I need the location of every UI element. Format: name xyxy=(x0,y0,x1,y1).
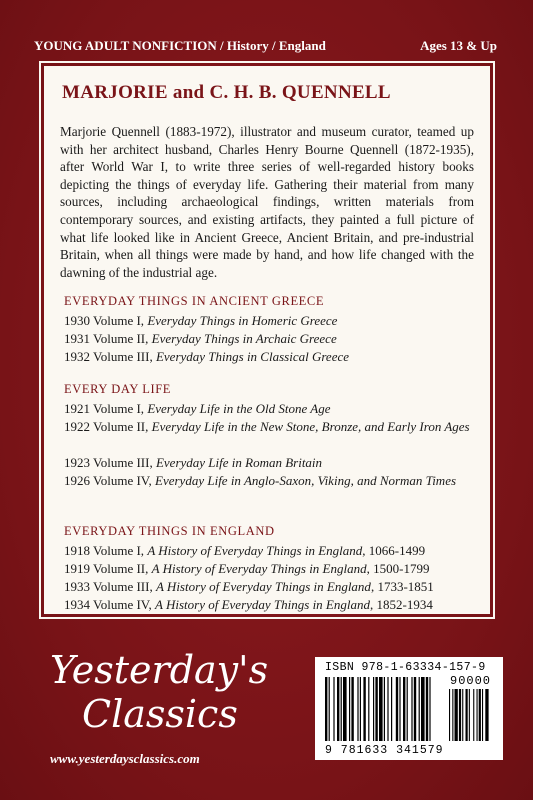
series-entry xyxy=(64,560,474,577)
entry-volume: 1922 Volume II, xyxy=(64,419,152,434)
entry-volume: 1930 Volume I, xyxy=(64,313,148,328)
barcode-bar xyxy=(396,677,398,741)
barcode-bar xyxy=(360,677,361,741)
entry-volume: 1921 Volume I, xyxy=(64,401,148,416)
barcode-bar xyxy=(337,677,339,741)
barcode-bar xyxy=(325,677,327,741)
barcode-bar xyxy=(384,677,385,741)
barcode-bar xyxy=(391,677,392,741)
barcode-bar xyxy=(379,677,383,741)
series-entry xyxy=(64,400,474,417)
entry-title: Everyday Life in the New Stone, Bronze, and Early Iron Ages xyxy=(151,419,470,434)
barcode-bar xyxy=(341,677,342,741)
barcode-bar xyxy=(387,677,388,741)
barcode-bar xyxy=(414,677,416,741)
barcode-bar xyxy=(466,689,468,741)
barcode-bar xyxy=(407,677,408,741)
author-biography: Marjorie Quennell (1883-1972), illustrator and museum curator, teamed up with her architect husband, Charles Henry Bourne Quennell (1872-1935), after World War I, to write three series of well-regarded history books depicting the things of everyday life. Gathering their material from many sources, including archaeological findings, written materials from contemporary sources, and existing artifacts, they painted a full picture of what life looked like in Ancient Greece, Ancient Britain, and pre-industrial Britain, when all things were made by hand, and how life changed with the dawning of the industrial age. xyxy=(60,124,474,280)
barcode-number: 9 781633 341579 xyxy=(325,744,444,757)
entry-years: , 1852-1934 xyxy=(369,597,433,612)
barcode-bar xyxy=(473,689,474,741)
description-panel xyxy=(44,66,490,614)
barcode-bar xyxy=(482,689,483,741)
entry-volume: 1931 Volume II, xyxy=(64,331,152,346)
logo-line-2: Classics xyxy=(82,692,238,736)
entry-years: , 1500-1799 xyxy=(366,561,430,576)
entry-years: , 1066-1499 xyxy=(362,543,426,558)
series-entry xyxy=(64,330,474,347)
entry-volume: 1934 Volume IV, xyxy=(64,597,156,612)
barcode-bar xyxy=(411,677,412,741)
entry-volume: 1918 Volume I, xyxy=(64,543,148,558)
entry-title: Everyday Life in Roman Britain xyxy=(155,455,323,470)
barcode-bar xyxy=(363,677,365,741)
series-entry xyxy=(64,454,474,471)
series-entry xyxy=(64,596,474,613)
series-heading-ancient-greece: EVERYDAY THINGS IN ANCIENT GREECE xyxy=(64,294,325,308)
entry-title: A History of Everyday Things in England xyxy=(155,597,370,612)
barcode-bar xyxy=(479,689,481,741)
author-heading: MARJORIE and C. H. B. QUENNELL xyxy=(62,82,391,103)
barcode-bar xyxy=(429,677,430,741)
publisher-url: www.yesterdaysclassics.com xyxy=(50,751,200,766)
barcode-bar xyxy=(455,689,458,741)
entry-volume: 1919 Volume II, xyxy=(64,561,152,576)
barcode-bar xyxy=(421,677,425,741)
price-code: 90000 xyxy=(450,674,492,688)
entry-title: A History of Everyday Things in England xyxy=(151,561,367,576)
barcode-bar xyxy=(351,677,353,741)
entry-title: Everyday Life in Anglo-Saxon, Viking, and Norman Times xyxy=(155,473,457,488)
barcode-bar xyxy=(459,689,461,741)
series-entry xyxy=(64,312,474,329)
entry-title: A History of Everyday Things in England xyxy=(155,579,371,594)
entry-title: Everyday Things in Classical Greece xyxy=(155,349,350,364)
barcode-bar xyxy=(375,677,377,741)
barcode-bar xyxy=(368,677,369,741)
series-heading-every-day-life: EVERY DAY LIFE xyxy=(64,382,172,396)
logo-line-1: Yesterday's xyxy=(50,648,269,692)
series-entry xyxy=(64,542,474,559)
barcode-bar xyxy=(477,689,478,741)
barcode-bar xyxy=(469,689,470,741)
isbn-label: ISBN 978-1-63334-157-9 xyxy=(325,661,486,674)
barcode-bar xyxy=(462,689,463,741)
series-entry xyxy=(64,348,474,365)
barcode-bar xyxy=(399,677,400,741)
barcode-bar xyxy=(357,677,358,741)
barcode-bar xyxy=(426,677,428,741)
age-range: Ages 13 & Up xyxy=(420,38,497,53)
series-entry xyxy=(64,418,474,435)
barcode-bar xyxy=(452,689,453,741)
series-entry xyxy=(64,578,474,595)
series-heading-england: EVERYDAY THINGS IN ENGLAND xyxy=(64,524,275,538)
entry-title: Everyday Things in Homeric Greece xyxy=(147,313,338,328)
barcode-bar xyxy=(449,689,450,741)
barcode-bar xyxy=(333,677,334,741)
entry-title: A History of Everyday Things in England xyxy=(147,543,363,558)
barcode-bar xyxy=(343,677,347,741)
barcode-bar xyxy=(349,677,350,741)
barcode-bar xyxy=(403,677,405,741)
series-entry xyxy=(64,472,474,489)
isbn-barcode xyxy=(315,657,503,760)
entry-volume: 1926 Volume IV, xyxy=(64,473,156,488)
barcode-bar xyxy=(329,677,330,741)
entry-volume: 1932 Volume III, xyxy=(64,349,156,364)
entry-years: , 1733-1851 xyxy=(370,579,434,594)
entry-volume: 1923 Volume III, xyxy=(64,455,156,470)
barcode-bar xyxy=(373,677,374,741)
category-label: YOUNG ADULT NONFICTION / History / England xyxy=(34,38,326,53)
barcode-bar xyxy=(485,689,488,741)
barcode-bar xyxy=(419,677,420,741)
entry-volume: 1933 Volume III, xyxy=(64,579,156,594)
entry-title: Everyday Life in the Old Stone Age xyxy=(147,401,331,416)
entry-title: Everyday Things in Archaic Greece xyxy=(151,331,337,346)
